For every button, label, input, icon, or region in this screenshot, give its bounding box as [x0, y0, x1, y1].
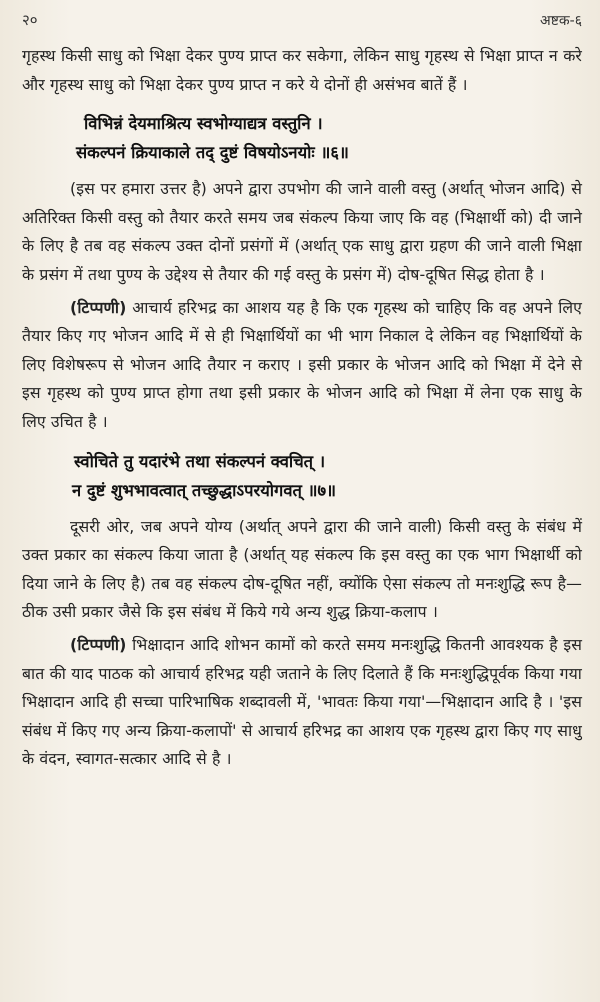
- commentary-paragraph-7: दूसरी ओर, जब अपने योग्य (अर्थात् अपने द्वारा की जाने वाली) किसी वस्तु के संबंध में उक्त प्रकार का संकल्प किया जाता है (अर्थात् यह संकल्प कि इस वस्तु का एक भाग भिक्षार्थी को दिया जाने के लिए है) तब वह संकल्प दोष-दूषित नहीं, क्योंकि ऐसा संकल्प तो मनःशुद्धि रूप है—ठीक उसी प्रकार जैसे कि इस संबंध में किये गये अन्य शुद्ध क्रिया-कलाप ।: [22, 516, 582, 622]
- verse-7-line-2: न दुष्टं शुभभावत्वात् तच्छुद्धाऽपरयोगवत् ॥७॥: [72, 480, 337, 500]
- verse-6-line-1: विभिन्नं देयमाश्रित्य स्वभोग्याद्यत्र वस्तुनि ।: [84, 114, 323, 134]
- note-tag: (टिप्पणी): [70, 297, 127, 317]
- note-tag: (टिप्पणी): [70, 634, 127, 654]
- intro-paragraph: गृहस्थ किसी साधु को भिक्षा देकर पुण्य प्राप्त कर सकेगा, लेकिन साधु गृहस्थ से भिक्षा प्राप्त न करे और गृहस्थ साधु को भिक्षा देकर पुण्य प्राप्त न करे ये दोनों ही असंभव बातें हैं ।: [22, 46, 582, 94]
- verse-7: [22, 447, 582, 505]
- page-number: २०: [22, 11, 38, 29]
- verse-6-line-2: संकल्पनं क्रियाकाले तद् दुष्टं विषयोऽनयोः ॥६॥: [76, 143, 349, 163]
- note-text: आचार्य हरिभद्र का आशय यह है कि एक गृहस्थ को चाहिए कि वह अपने लिए तैयार किए गए भोजन आदि में से ही भिक्षार्थियों का भी भाग निकाल दे लेकिन वह भिक्षार्थियों के लिए विशेषरूप से भोजन आदि तैयार न कराए । इसी प्रकार के भोजन आदि को भिक्षा में देने से इस गृहस्थ को पुण्य प्राप्त होगा तथा इसी प्रकार के भोजन आदि को भिक्षा में लेना एक साधु के लिए उचित है ।: [22, 297, 582, 431]
- note-paragraph-6: [22, 294, 582, 437]
- note-text: भिक्षादान आदि शोभन कामों को करते समय मनःशुद्धि कितनी आवश्यक है इस बात की याद पाठक को आचार्य हरिभद्र यही जताने के लिए दिलाते हैं कि मनःशुद्धिपूर्वक किया गया भिक्षादान आदि ही सच्चा पारिभाषिक शब्दावली में, 'भावतः किया गया'—भिक्षादान आदि है । 'इस संबंध में किए गए अन्य क्रिया-कलापों' से आचार्य हरिभद्र का आशय एक गृहस्थ द्वारा किए गए साधु के वंदन, स्वागत-सत्कार आदि से है ।: [22, 634, 582, 769]
- chapter-title: अष्टक-६: [540, 12, 582, 29]
- verse-7-line-1: स्वोचिते तु यदारंभे तथा संकल्पनं क्वचित् ।: [74, 451, 326, 471]
- commentary-paragraph-6: (इस पर हमारा उत्तर है) अपने द्वारा उपभोग की जाने वाली वस्तु (अर्थात् भोजन आदि) से अतिरिक्त किसी वस्तु को तैयार करते समय जब संकल्प किया जाए कि वह (भिक्षार्थी को) दी जाने के लिए है तब वह संकल्प उक्त दोनों प्रसंगों में (अर्थात् एक साधु द्वारा ग्रहण की जाने वाली भिक्षा के प्रसंग में तथा पुण्य के उद्देश्य से तैयार की गई वस्तु के प्रसंग में) दोष-दूषित सिद्ध होता है ।: [22, 179, 582, 284]
- page-header: [22, 8, 582, 32]
- note-paragraph-7: [22, 631, 582, 774]
- verse-6: [22, 109, 582, 167]
